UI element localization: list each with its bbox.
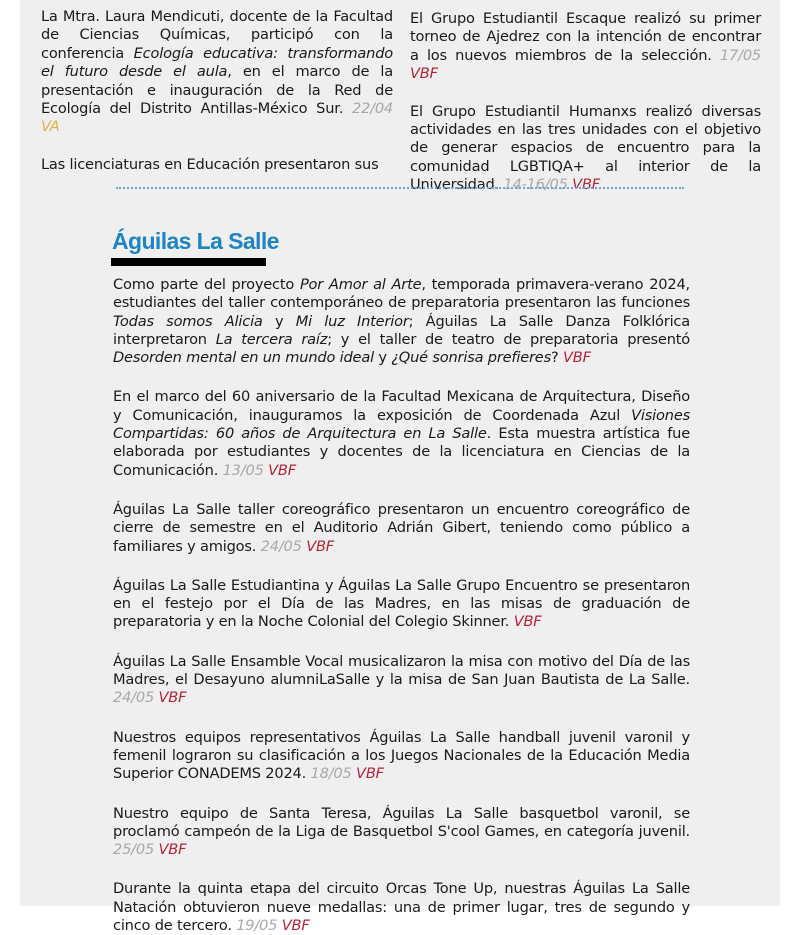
news-item: Águilas La Salle taller coreográfico presentaron un encuentro coreográfico de cierre de semestre en el Auditorio Adrián Gibert, teniendo como público a familiares y amigos. 24/05 VBF xyxy=(113,500,690,555)
author-tag: VBF xyxy=(306,537,334,555)
news-item: Nuestro equipo de Santa Teresa, Águilas La Salle basquetbol varonil, se proclamó campeón de la Liga de Basquetbol S'cool Games, en categoría juvenil. 25/05 VBF xyxy=(113,804,690,859)
author-tag: VA xyxy=(41,118,60,136)
date-label: 19/05 xyxy=(236,917,278,935)
news-item: El Grupo Estudiantil Humanxs realizó diversas actividades en las tres unidades con el objetivo de generar espacios de encuentro para la comunidad LGBTIQA+ al interior de la Universidad. 14-16/05 VBF xyxy=(410,102,761,194)
news-item: En el marco del 60 aniversario de la Facultad Mexicana de Arquitectura, Diseño y Comunicación, inauguramos la exposición de Coordenada Azul Visiones Compartidas: 60 años de Arquitectura en La Salle. Esta muestra artística fue elaborada por estudiantes y docentes de la licenciatura en Ciencias de la Comunicación. 13/05 VBF xyxy=(113,388,690,479)
date-label: 14-16/05 xyxy=(503,176,568,194)
conference-title: Ecología educativa: transformando el futuro desde el aula xyxy=(41,44,393,81)
dotted-divider xyxy=(116,187,684,189)
news-item: Las licenciaturas en Educación presentaron sus xyxy=(41,155,379,173)
author-tag: VBF xyxy=(410,65,438,83)
news-item: Águilas La Salle Ensamble Vocal musicalizaron la misa con motivo del Día de las Madres, el Desayuno alumniLaSalle y la misa de San Juan Bautista de La Salle. 24/05 VBF xyxy=(113,652,690,707)
date-label: 13/05 xyxy=(222,461,264,479)
section-body xyxy=(113,276,690,935)
author-tag: VBF xyxy=(562,349,591,367)
author-tag: VBF xyxy=(158,689,187,707)
news-item: El Grupo Estudiantil Escaque realizó su primer torneo de Ajedrez con la intención de encontrar a los nuevos miembros de la selección. 17/05 VBF xyxy=(410,10,761,83)
section-title: Águilas La Salle xyxy=(112,228,279,254)
date-label: 18/05 xyxy=(310,765,352,783)
news-item: Como parte del proyecto Por Amor al Arte, temporada primavera-verano 2024, estudiantes del taller contemporáneo de preparatoria presentaron las funciones Todas somos Alicia y Mi luz Interior; Águilas La Salle Danza Folklórica interpretaron La tercera raíz; y el taller de teatro de preparatoria presentó Desorden mental en un mundo ideal y ¿Qué sonrisa prefieres? VBF xyxy=(113,276,691,367)
date-label: 24/05 xyxy=(113,689,155,707)
date-label: 25/05 xyxy=(113,841,155,859)
news-item: La Mtra. Laura Mendicuti, docente de la Facultad de Ciencias Químicas, participó con la conferencia Ecología educativa: transformando el futuro desde el aula, en el marco de la presentación e inauguración de la Red de Ecología del Distrito Antillas-México Sur. 22/04 VA xyxy=(41,8,393,136)
date-label: 24/05 xyxy=(260,537,302,555)
author-tag: VBF xyxy=(158,841,187,859)
date-label: 22/04 xyxy=(351,100,393,118)
date-label: 17/05 xyxy=(719,46,761,64)
author-tag: VBF xyxy=(356,765,384,783)
title-underline-bar xyxy=(111,258,266,266)
author-tag: VBF xyxy=(268,461,296,479)
news-item: Durante la quinta etapa del circuito Orcas Tone Up, nuestras Águilas La Salle Natación obtuvieron nueve medallas: una de primer lugar, tres de segundo y cinco de tercero. 19/05 VBF xyxy=(113,880,690,935)
right-column xyxy=(410,10,761,195)
news-item: Nuestros equipos representativos Águilas La Salle handball juvenil varonil y femenil lograron su clasificación a los Juegos Nacionales de la Educación Media Superior CONADEMS 2024. 18/05 VBF xyxy=(113,728,690,783)
author-tag: VBF xyxy=(513,613,542,631)
left-column xyxy=(41,8,393,174)
author-tag: VBF xyxy=(572,176,600,194)
news-item: Águilas La Salle Estudiantina y Águilas La Salle Grupo Encuentro se presentaron en el festejo por el Día de las Madres, en las misas de graduación de preparatoria y en la Noche Colonial del Colegio Skinner. VBF xyxy=(113,576,690,631)
author-tag: VBF xyxy=(281,917,310,935)
